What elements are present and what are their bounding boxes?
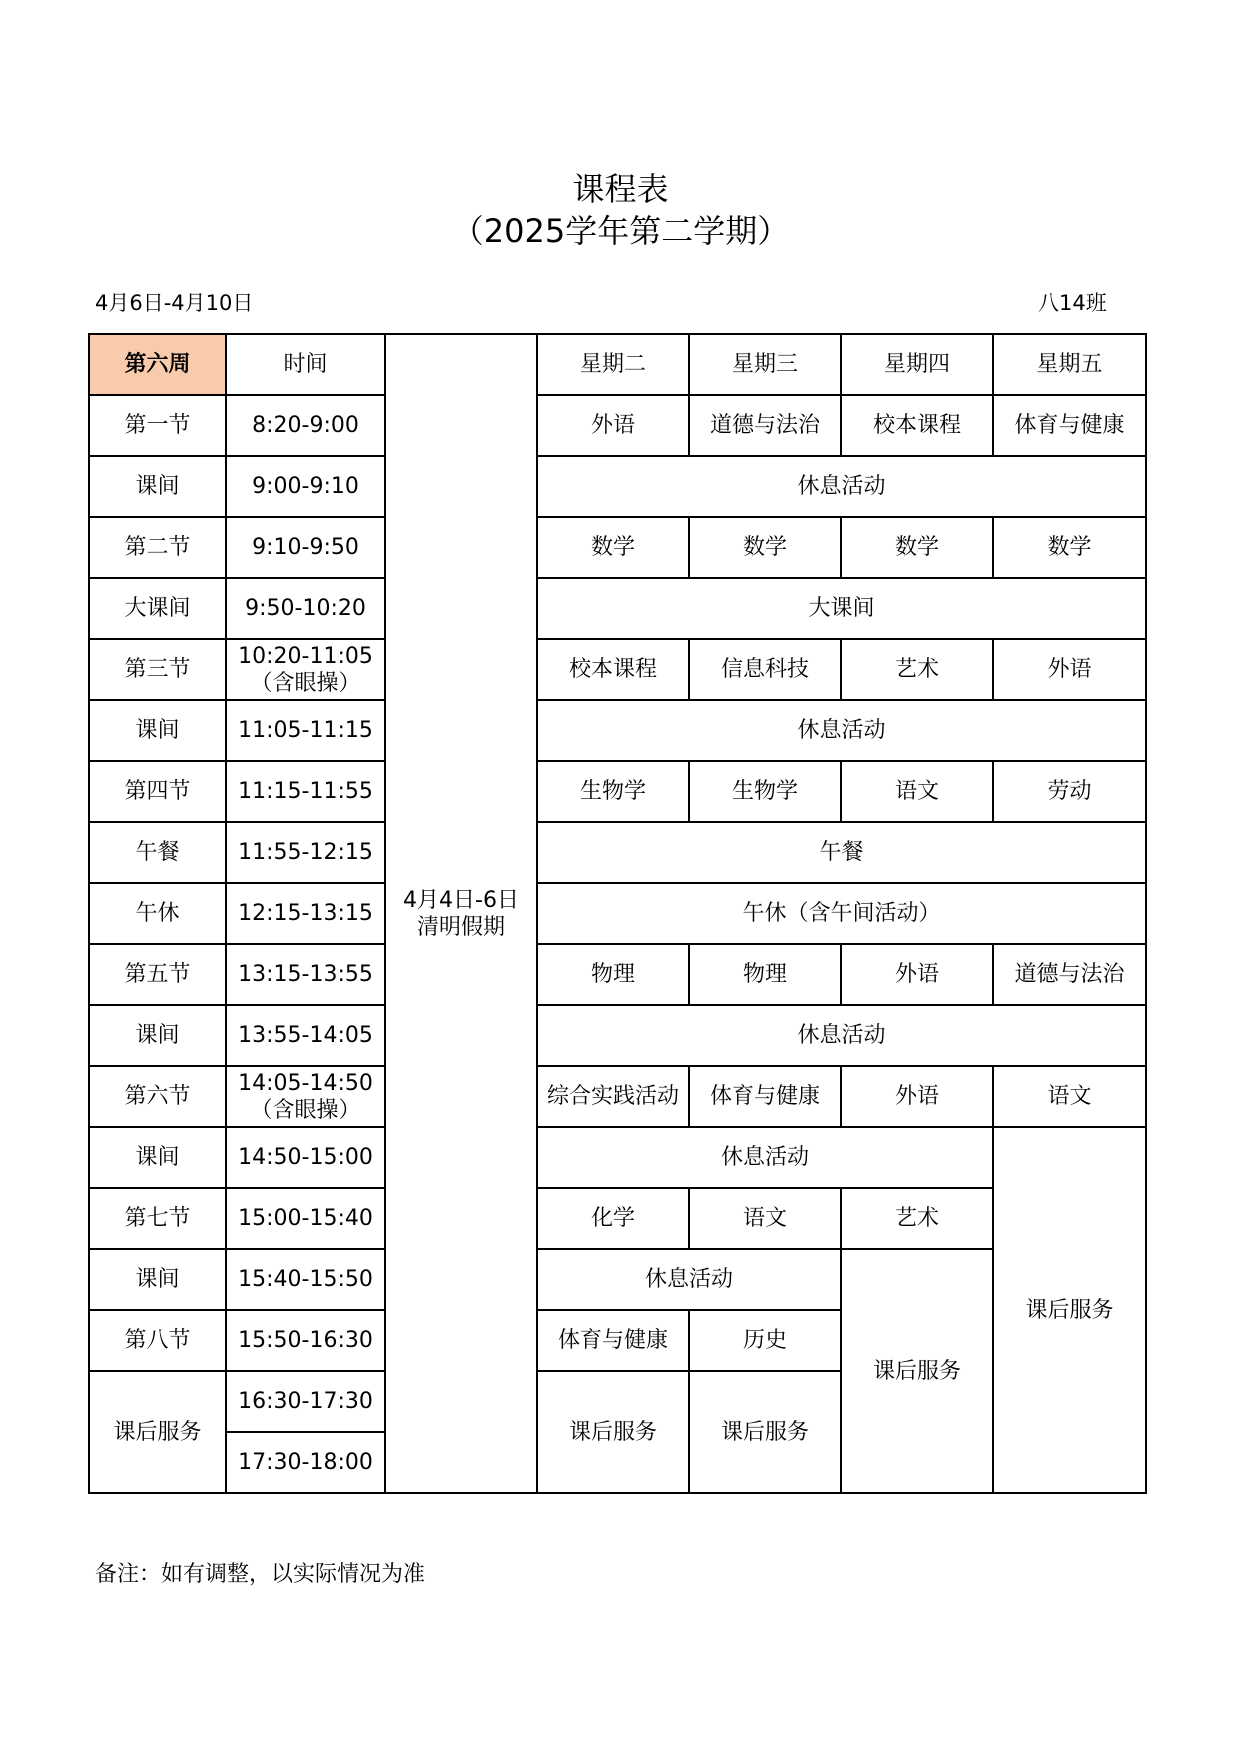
period-time: 13:55-14:05 (226, 1005, 385, 1066)
period-time: 11:15-11:55 (226, 761, 385, 822)
subject-cell: 外语 (841, 944, 993, 1005)
subject-cell: 劳动 (993, 761, 1146, 822)
subject-cell: 数学 (841, 517, 993, 578)
table-row (89, 1005, 1146, 1066)
schedule-table (88, 333, 1147, 1494)
table-row (89, 456, 1146, 517)
break-cell: 休息活动 (537, 700, 1146, 761)
period-label: 大课间 (89, 578, 226, 639)
header-row (89, 334, 1146, 395)
subject-cell: 物理 (689, 944, 841, 1005)
table-row (89, 1066, 1146, 1127)
period-label: 第三节 (89, 639, 226, 700)
period-label: 第二节 (89, 517, 226, 578)
subject-cell: 语文 (841, 761, 993, 822)
break-cell: 休息活动 (537, 1249, 841, 1310)
day-header-fri: 星期五 (993, 334, 1146, 395)
period-time: 11:55-12:15 (226, 822, 385, 883)
lunch-cell: 午餐 (537, 822, 1146, 883)
table-row (89, 1188, 1146, 1249)
period-time-cell (226, 1066, 385, 1127)
period-time: 9:10-9:50 (226, 517, 385, 578)
period-time: 15:00-15:40 (226, 1188, 385, 1249)
table-row (89, 1127, 1146, 1188)
table-row (89, 395, 1146, 456)
holiday-cell (385, 334, 537, 1493)
subject-cell: 艺术 (841, 639, 993, 700)
holiday-line2: 清明假期 (416, 914, 505, 940)
subject-cell: 历史 (689, 1310, 841, 1371)
period-time: 15:40-15:50 (226, 1249, 385, 1310)
period-label: 课间 (89, 456, 226, 517)
subject-cell: 道德与法治 (993, 944, 1146, 1005)
period-label: 午餐 (89, 822, 226, 883)
title-block (0, 168, 1241, 252)
period-time: 9:00-9:10 (226, 456, 385, 517)
table-row (89, 883, 1146, 944)
after-school-thu-cell: 课后服务 (841, 1249, 993, 1493)
period-time-cell (226, 639, 385, 700)
subject-cell: 生物学 (537, 761, 689, 822)
period-label: 第六节 (89, 1066, 226, 1127)
subject-cell: 化学 (537, 1188, 689, 1249)
day-header-thu: 星期四 (841, 334, 993, 395)
subject-cell: 信息科技 (689, 639, 841, 700)
period-time: 12:15-13:15 (226, 883, 385, 944)
week-header: 第六周 (89, 334, 226, 395)
period-time: 17:30-18:00 (226, 1432, 385, 1493)
break-cell: 大课间 (537, 578, 1146, 639)
period-label: 课间 (89, 1249, 226, 1310)
period-label: 第八节 (89, 1310, 226, 1371)
subject-cell: 外语 (993, 639, 1146, 700)
day-header-wed: 星期三 (689, 334, 841, 395)
period-label: 第五节 (89, 944, 226, 1005)
period-time: 8:20-9:00 (226, 395, 385, 456)
after-school-fri-cell: 课后服务 (993, 1127, 1146, 1493)
period-label: 第四节 (89, 761, 226, 822)
period-time: 14:50-15:00 (226, 1127, 385, 1188)
period-time: 13:15-13:55 (226, 944, 385, 1005)
period-time: 11:05-11:15 (226, 700, 385, 761)
table-row (89, 639, 1146, 700)
table-row (89, 1249, 1146, 1310)
page-subtitle: （2025学年第二学期） (451, 212, 790, 250)
class-name: 八14班 (1038, 291, 1107, 315)
period-time: 16:30-17:30 (226, 1371, 385, 1432)
subject-cell: 外语 (537, 395, 689, 456)
table-row (89, 700, 1146, 761)
period-time: 9:50-10:20 (226, 578, 385, 639)
subject-cell: 语文 (993, 1066, 1146, 1127)
subject-cell: 体育与健康 (993, 395, 1146, 456)
table-row (89, 517, 1146, 578)
period-time: 15:50-16:30 (226, 1310, 385, 1371)
nap-cell: 午休（含午间活动） (537, 883, 1146, 944)
period-time: 10:20-11:05 (238, 643, 373, 669)
after-school-cell: 课后服务 (537, 1371, 689, 1493)
date-range: 4月6日-4月10日 (95, 291, 254, 315)
subject-cell: 道德与法治 (689, 395, 841, 456)
subject-cell: 艺术 (841, 1188, 993, 1249)
subject-cell: 语文 (689, 1188, 841, 1249)
break-cell: 休息活动 (537, 1127, 993, 1188)
period-label: 课间 (89, 1127, 226, 1188)
break-cell: 休息活动 (537, 456, 1146, 517)
page-title: 课程表 (572, 170, 669, 208)
table-row (89, 578, 1146, 639)
period-label: 课间 (89, 700, 226, 761)
day-header-tue: 星期二 (537, 334, 689, 395)
table-row (89, 822, 1146, 883)
subject-cell: 数学 (537, 517, 689, 578)
subject-cell: 外语 (841, 1066, 993, 1127)
period-label: 课间 (89, 1005, 226, 1066)
subject-cell: 体育与健康 (537, 1310, 689, 1371)
period-label: 第七节 (89, 1188, 226, 1249)
subject-cell: 校本课程 (841, 395, 993, 456)
subject-cell: 生物学 (689, 761, 841, 822)
period-time-note: （含眼操） (250, 670, 361, 696)
subject-cell: 校本课程 (537, 639, 689, 700)
subject-cell: 数学 (689, 517, 841, 578)
period-label: 第一节 (89, 395, 226, 456)
period-time-note: （含眼操） (250, 1097, 361, 1123)
period-label: 午休 (89, 883, 226, 944)
subject-cell: 物理 (537, 944, 689, 1005)
break-cell: 休息活动 (537, 1005, 1146, 1066)
subject-cell: 体育与健康 (689, 1066, 841, 1127)
holiday-line1: 4月4日-6日 (403, 887, 519, 913)
table-row (89, 944, 1146, 1005)
period-label: 课后服务 (89, 1371, 226, 1493)
footnote: 备注：如有调整，以实际情况为准 (95, 1562, 426, 1587)
time-header: 时间 (226, 334, 385, 395)
table-row (89, 761, 1146, 822)
subject-cell: 综合实践活动 (537, 1066, 689, 1127)
period-time: 14:05-14:50 (238, 1070, 373, 1096)
subject-cell: 数学 (993, 517, 1146, 578)
after-school-cell: 课后服务 (689, 1371, 841, 1493)
